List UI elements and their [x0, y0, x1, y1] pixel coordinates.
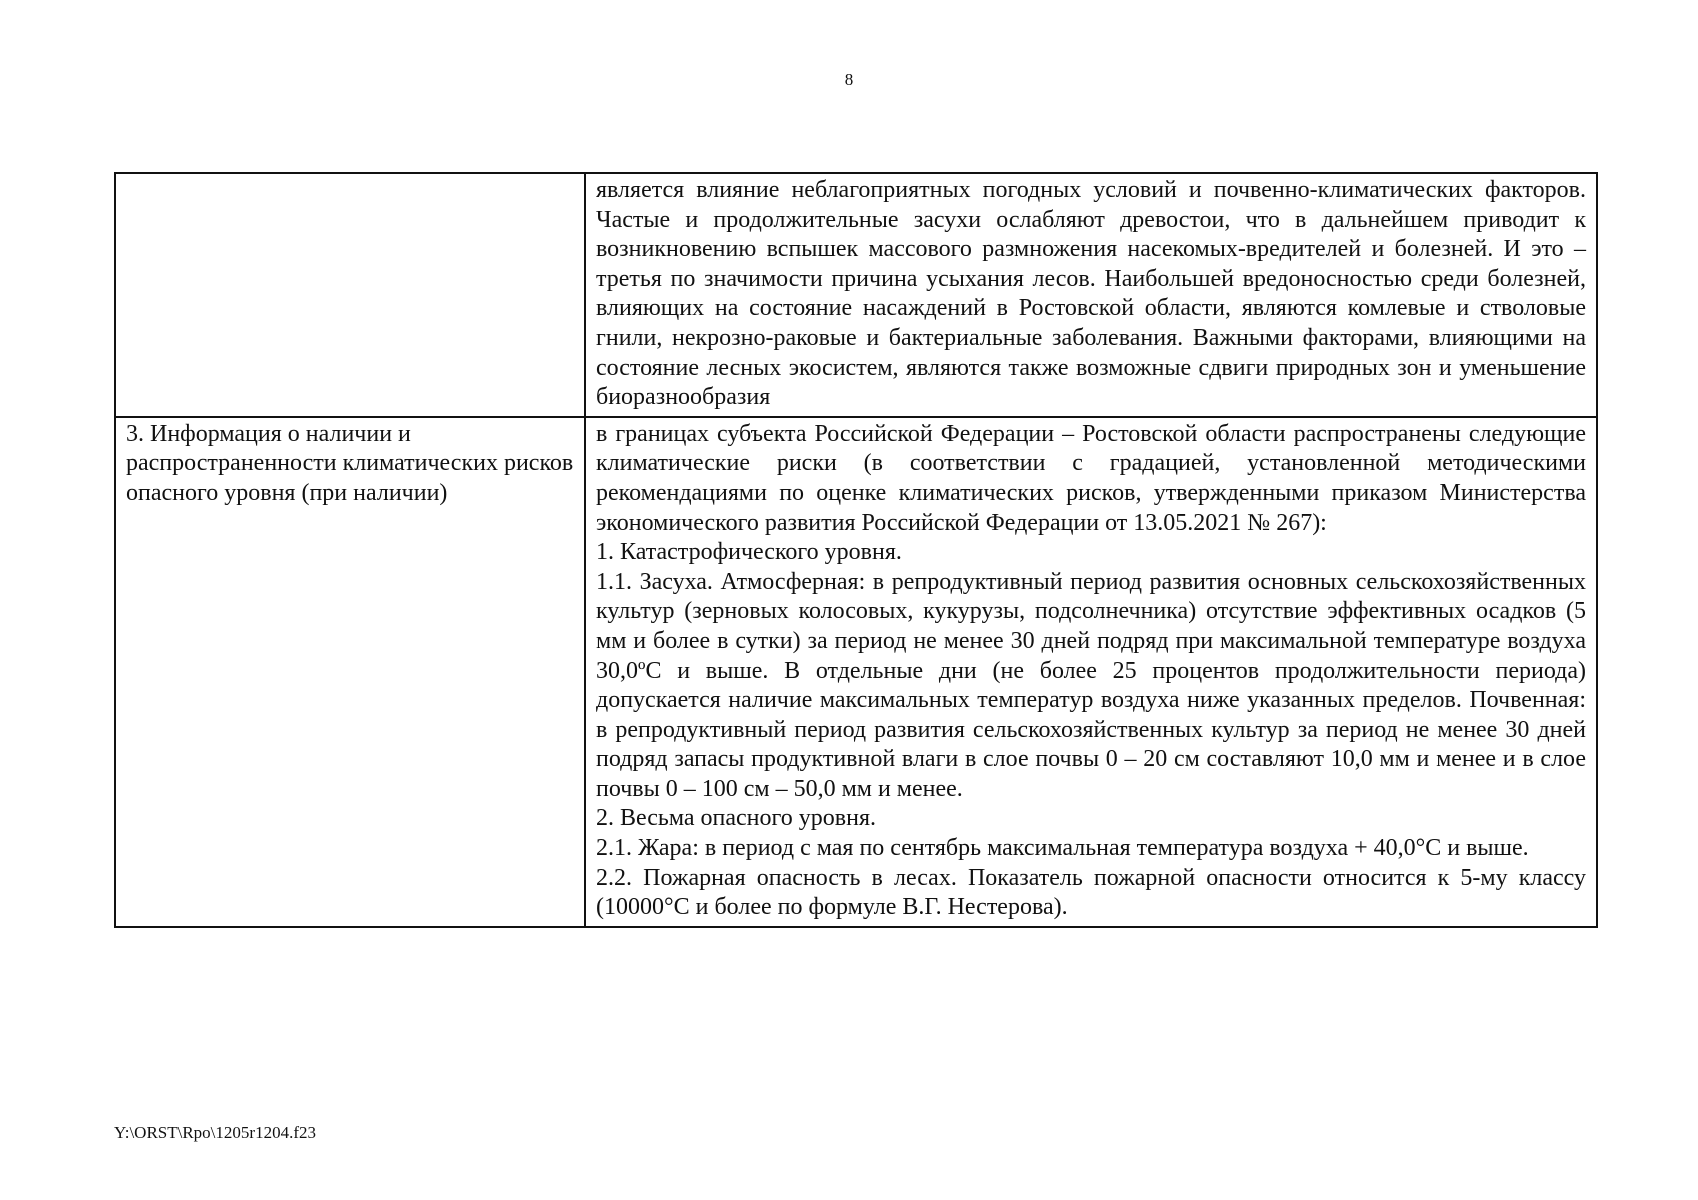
table-row	[115, 417, 1597, 927]
fire-danger-paragraph: 2.2. Пожарная опасность в лесах. Показатель пожарной опасности относится к 5-му классу (10000°С и более по формуле В.Г. Нестерова).	[596, 864, 1586, 921]
risks-intro-paragraph: в границах субъекта Российской Федерации – Ростовской области распространены следующие климатические риски (в соответствии с градацией, установленной методическими рекомендациями по оценке климатических рисков, утвержденными приказом Министерства экономического развития Российской Федерации от 13.05.2021 № 267):	[596, 420, 1586, 536]
very-dangerous-level-heading: 2. Весьма опасного уровня.	[596, 805, 876, 832]
drought-paragraph: 1.1. Засуха. Атмосферная: в репродуктивный период развития основных сельскохозяйственных культур (зерновых колосовых, кукурузы, подсолнечника) отсутствие эффективных осадков (5 мм и более в сутки) за период не менее 30 дней подряд при максимальной температуре воздуха 30,0ºС и выше. В отдельные дни (не более 25 процентов продолжительности периода) допускается наличие максимальных температур воздуха ниже указанных пределов. Почвенная: в репродуктивный период развития сельскохозяйственных культур за период не менее 30 дней подряд запасы продуктивной влаги в слое почвы 0 – 20 см составляют 10,0 мм и менее и в слое почвы 0 – 100 см – 50,0 мм и менее.	[596, 568, 1586, 802]
file-path-footer: Y:\ORST\Rpo\1205r1204.f23	[114, 1123, 316, 1142]
heat-paragraph: 2.1. Жара: в период с мая по сентябрь максимальная температура воздуха + 40,0°С и выше.	[596, 835, 1529, 862]
catastrophic-level-heading: 1. Катастрофического уровня.	[596, 539, 902, 566]
table-cell-empty	[115, 173, 585, 417]
table-cell-forest-factors	[585, 173, 1597, 417]
content-table	[114, 172, 1598, 928]
table-row	[115, 173, 1597, 417]
forest-factors-text: является влияние неблагоприятных погодных условий и почвенно-климатических факторов. Частые и продолжительные засухи ослабляют древостои, что в дальнейшем приводит к возникновению вспышек массового размножения насекомых-вредителей и болезней. И это – третья по значимости причина усыхания лесов. Наибольшей вредоносностью среди болезней, влияющих на состояние насаждений в Ростовской области, являются комлевые и стволовые гнили, некрозно-раковые и бактериальные заболевания. Важными факторами, влияющими на состояние лесных экосистем, являются также возможные сдвиги природных зон и уменьшение биоразнообразия	[596, 177, 1586, 411]
table-cell-risk-heading: 3. Информация о наличии и распространенности климатических рисков опасного уровня (при наличии)	[115, 417, 585, 927]
table-cell-climate-risks	[585, 417, 1597, 927]
page-number: 8	[844, 70, 854, 89]
